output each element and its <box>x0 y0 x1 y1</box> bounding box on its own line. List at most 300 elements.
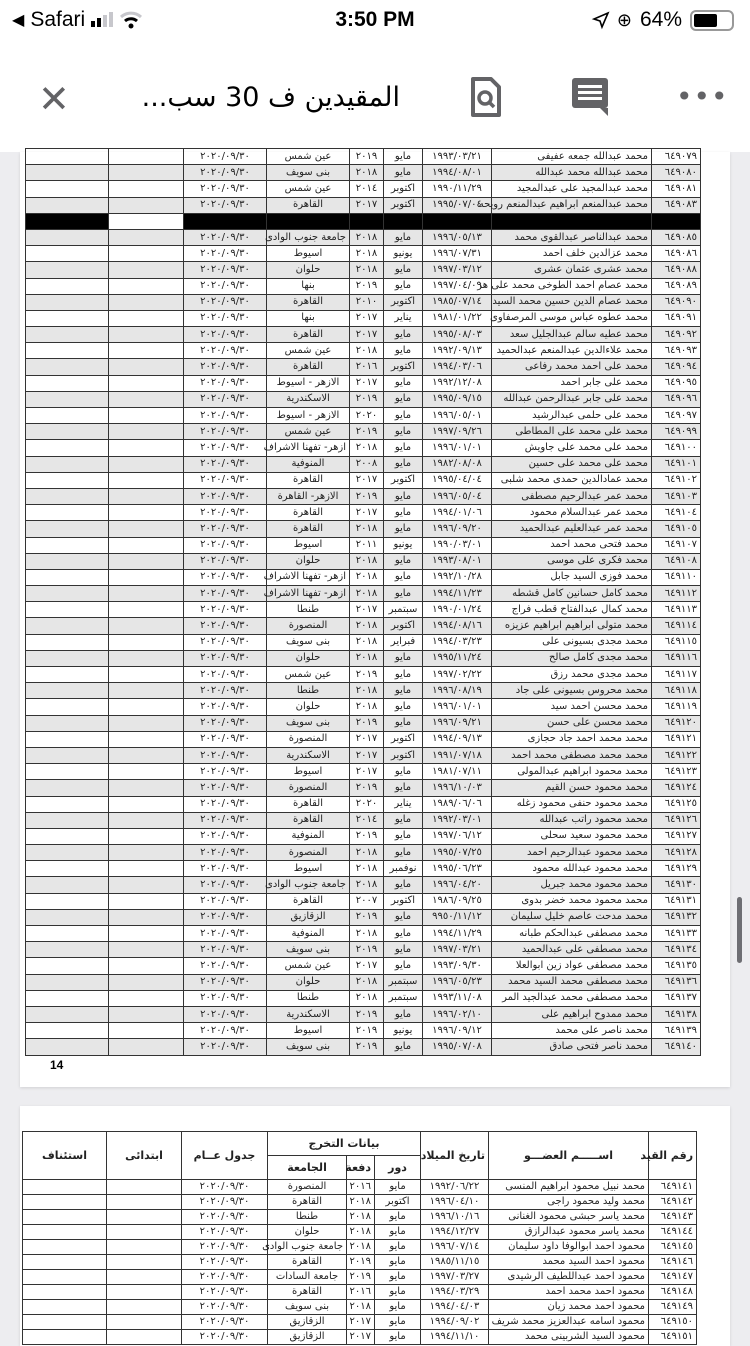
cell-name: محمد محروس بسيونى على جاد <box>492 683 652 699</box>
cell-primary <box>109 1039 184 1055</box>
redaction-mark <box>184 213 267 229</box>
cell-id: ٦٤٩٠٨٥ <box>652 229 701 245</box>
cell-appeal <box>26 699 109 715</box>
table-row <box>26 731 701 747</box>
cell-id: ٦٤٩١٣٢ <box>652 909 701 925</box>
cell-appeal <box>26 715 109 731</box>
cell-id: ٦٤٩١١٥ <box>652 634 701 650</box>
cell-dob: ١٩٩٧/٠٦/١٢ <box>423 828 492 844</box>
cell-university: الزقازيق <box>267 909 350 925</box>
cell-name: محمد على محمد على جاويش <box>492 440 652 456</box>
cell-dob: ١٩٩٠/٠٣/٠١ <box>423 537 492 553</box>
cell-university: عين شمس <box>267 181 350 197</box>
cell-primary <box>109 1023 184 1039</box>
cell-id: ٦٤٩٠٩٢ <box>652 327 701 343</box>
cell-appeal <box>26 926 109 942</box>
cell-university: الاسكندرية <box>267 747 350 763</box>
cell-id: ٦٤٩١٤٨ <box>649 1285 697 1300</box>
cell-dob: ١٩٩٤/٠١/٠٦ <box>423 505 492 521</box>
cell-round: مايو <box>384 327 423 343</box>
cell-university: بنى سويف <box>267 165 350 181</box>
cell-appeal <box>26 359 109 375</box>
cell-primary <box>109 278 184 294</box>
cell-round: مايو <box>375 1300 421 1315</box>
cell-primary <box>109 229 184 245</box>
cell-round: اكتوبر <box>384 618 423 634</box>
cell-appeal <box>26 375 109 391</box>
cell-id: ٦٤٩١٤٧ <box>649 1270 697 1285</box>
cell-general-schedule: ٢٠٢٠/٠٩/٣٠ <box>184 990 267 1006</box>
cell-dob: ١٩٩٦/٠٢/١٠ <box>423 1006 492 1022</box>
cell-primary <box>109 618 184 634</box>
cell-general-schedule: ٢٠٢٠/٠٩/٣٠ <box>184 505 267 521</box>
cell-round: مايو <box>384 667 423 683</box>
cell-university: اسيوط <box>267 1023 350 1039</box>
cell-university: الزقازيق <box>268 1315 347 1330</box>
table-row <box>26 747 701 763</box>
cell-university: اسيوط <box>267 764 350 780</box>
cell-general-schedule: ٢٠٢٠/٠٩/٣٠ <box>184 877 267 893</box>
cell-batch: ٢٠١٨ <box>350 699 384 715</box>
cell-id: ٦٤٩١٥١ <box>649 1330 697 1345</box>
cell-id: ٦٤٩١٢٦ <box>652 812 701 828</box>
cell-primary <box>109 602 184 618</box>
cell-dob: ١٩٩٤/٠٤/٠٣ <box>421 1300 489 1315</box>
cell-university: بنى سويف <box>267 715 350 731</box>
cell-name: محمد محسن احمد سيد <box>492 699 652 715</box>
cell-id: ٦٤٩١١٨ <box>652 683 701 699</box>
cell-primary <box>109 828 184 844</box>
cell-general-schedule: ٢٠٢٠/٠٩/٣٠ <box>184 391 267 407</box>
cell-appeal <box>26 246 109 262</box>
cell-appeal <box>23 1255 107 1270</box>
cell-name: محمد محمد مصطفى محمد احمد <box>492 747 652 763</box>
cell-general-schedule: ٢٠٢٠/٠٩/٣٠ <box>184 586 267 602</box>
cell-batch: ٢٠١٧ <box>350 731 384 747</box>
cell-university: عين شمس <box>267 424 350 440</box>
header-dob: تاريخ الميلاد <box>421 1132 489 1180</box>
cell-general-schedule: ٢٠٢٠/٠٩/٣٠ <box>184 861 267 877</box>
cell-id: ٦٤٩١٢٨ <box>652 845 701 861</box>
cell-name: محمد ناصر فتحى صادق <box>492 1039 652 1055</box>
cell-appeal <box>23 1270 107 1285</box>
header-appeal: استئناف <box>23 1132 107 1180</box>
cell-batch: ٢٠٠٧ <box>350 893 384 909</box>
cell-general-schedule: ٢٠٢٠/٠٩/٣٠ <box>184 747 267 763</box>
cell-dob: ١٩٩٢/٠٦/٢٢ <box>421 1180 489 1195</box>
document-search-icon[interactable] <box>470 76 502 118</box>
table-row <box>26 1006 701 1022</box>
cell-batch: ٢٠١٨ <box>350 343 384 359</box>
cell-batch: ٢٠١٩ <box>350 391 384 407</box>
cell-dob: ١٩٩٥/٠٧/٠٨ <box>423 1039 492 1055</box>
cell-university: عين شمس <box>267 343 350 359</box>
cell-general-schedule: ٢٠٢٠/٠٩/٣٠ <box>184 828 267 844</box>
cell-id: ٦٤٩١٠١ <box>652 456 701 472</box>
cell-primary <box>109 246 184 262</box>
cell-id: ٦٤٩٠٧٩ <box>652 149 701 165</box>
redaction-mark <box>384 213 423 229</box>
cell-batch: ٢٠١٨ <box>347 1225 375 1240</box>
cell-dob: ١٩٩٤/١١/١٠ <box>421 1330 489 1345</box>
cell-primary <box>109 359 184 375</box>
cell-primary <box>109 845 184 861</box>
cell-dob: ١٩٩٦/٠٥/١٣ <box>423 229 492 245</box>
cell-general-schedule: ٢٠٢٠/٠٩/٣٠ <box>184 845 267 861</box>
cell-round: اكتوبر <box>384 197 423 213</box>
cell-appeal <box>26 586 109 602</box>
cell-university: الازهر - اسيوط <box>267 408 350 424</box>
cell-dob: ١٩٩١/٠٧/١٨ <box>423 747 492 763</box>
cell-primary <box>109 926 184 942</box>
cell-dob: ١٩٩٢/٠٣/٠١ <box>423 812 492 828</box>
cell-round: مايو <box>375 1210 421 1225</box>
cell-appeal <box>23 1180 107 1195</box>
cell-university: عين شمس <box>267 958 350 974</box>
redaction-mark <box>26 213 109 229</box>
cell-name: محمد محمود عبدالرحيم احمد <box>492 845 652 861</box>
cell-batch: ٢٠١٩ <box>350 1039 384 1055</box>
header-batch: دفعة <box>347 1156 375 1180</box>
cell-appeal <box>26 764 109 780</box>
redaction-mark <box>492 213 652 229</box>
cell-general-schedule: ٢٠٢٠/٠٩/٣٠ <box>184 262 267 278</box>
cell-id: ٦٤٩٠٩٣ <box>652 343 701 359</box>
cell-appeal <box>26 294 109 310</box>
cell-name: محمد علاءالدين عبدالمنعم عبدالحميد <box>492 343 652 359</box>
cell-general-schedule: ٢٠٢٠/٠٩/٣٠ <box>184 181 267 197</box>
cell-dob: ١٩٩٦/٠٤/١٠ <box>421 1195 489 1210</box>
cell-round: مايو <box>384 1006 423 1022</box>
cell-university: حلوان <box>267 262 350 278</box>
cell-university: عين شمس <box>267 149 350 165</box>
cell-dob: ١٩٩٤/٠٨/٠١ <box>423 165 492 181</box>
cell-batch: ٢٠٠٨ <box>350 456 384 472</box>
cell-round: مايو <box>384 149 423 165</box>
cell-name: محمد عصام احمد الطوخى محمد على هز <box>492 278 652 294</box>
location-arrow-icon <box>593 12 609 28</box>
page-number: 14 <box>50 1058 64 1072</box>
cell-round: مايو <box>384 812 423 828</box>
cell-primary <box>109 634 184 650</box>
cell-general-schedule: ٢٠٢٠/٠٩/٣٠ <box>184 294 267 310</box>
cell-university: الازهر - اسيوط <box>267 375 350 391</box>
cell-id: ٦٤٩١١٣ <box>652 602 701 618</box>
table-row <box>26 958 701 974</box>
cell-dob: ١٩٩٧/٠٣/٢١ <box>423 942 492 958</box>
cell-appeal <box>26 197 109 213</box>
cell-general-schedule: ٢٠٢٠/٠٩/٣٠ <box>184 246 267 262</box>
cell-round: مايو <box>375 1180 421 1195</box>
cell-appeal <box>26 780 109 796</box>
table-row <box>26 909 701 925</box>
cell-university: القاهرة <box>268 1285 347 1300</box>
cell-id: ٦٤٩١٤٥ <box>649 1240 697 1255</box>
cell-batch: ٢٠١٧ <box>350 602 384 618</box>
cell-general-schedule: ٢٠٢٠/٠٩/٣٠ <box>184 197 267 213</box>
cell-dob: ١٩٩٦/٠٤/٢٠ <box>423 877 492 893</box>
cell-round: مايو <box>384 521 423 537</box>
cell-primary <box>107 1330 182 1345</box>
cell-general-schedule: ٢٠٢٠/٠٩/٣٠ <box>184 683 267 699</box>
cell-batch: ٢٠١٦ <box>350 359 384 375</box>
cell-id: ٦٤٩١١٩ <box>652 699 701 715</box>
cell-primary <box>109 780 184 796</box>
cell-name: محمود احمد محمد احمد <box>489 1285 649 1300</box>
table-row <box>26 310 701 326</box>
cell-dob: ١٩٩٥/٠٩/١٥ <box>423 391 492 407</box>
cell-name: محمد محسن على حسن <box>492 715 652 731</box>
redaction-mark <box>350 213 384 229</box>
cell-appeal <box>26 796 109 812</box>
cell-batch: ٢٠١٩ <box>350 424 384 440</box>
cell-round: اكتوبر <box>384 731 423 747</box>
cell-round: مايو <box>384 424 423 440</box>
table-row <box>26 634 701 650</box>
cell-primary <box>109 375 184 391</box>
cell-primary <box>109 456 184 472</box>
cell-batch: ٢٠١٧ <box>350 310 384 326</box>
cell-primary <box>109 537 184 553</box>
cell-name: محمد عمادالدين حمدى محمد شلبى <box>492 472 652 488</box>
cell-id: ٦٤٩٠٨٩ <box>652 278 701 294</box>
cell-primary <box>109 294 184 310</box>
cell-primary <box>109 764 184 780</box>
cell-name: محمد مجدى محمد رزق <box>492 667 652 683</box>
cell-batch: ٢٠١٧ <box>350 472 384 488</box>
cell-appeal <box>26 683 109 699</box>
close-icon[interactable]: ✕ <box>38 77 70 121</box>
cell-appeal <box>26 1006 109 1022</box>
cell-general-schedule: ٢٠٢٠/٠٩/٣٠ <box>184 456 267 472</box>
table-row <box>26 505 701 521</box>
cell-university: اسيوط <box>267 246 350 262</box>
cell-name: محمد عزالدين خلف احمد <box>492 246 652 262</box>
cell-batch: ٢٠١٨ <box>350 262 384 278</box>
cell-batch: ٢٠١٨ <box>350 586 384 602</box>
cell-university: جامعة جنوب الوادى <box>267 229 350 245</box>
cell-batch: ٢٠١٧ <box>350 764 384 780</box>
cell-dob: ١٩٩٥/٠٤/٠٤ <box>423 472 492 488</box>
cell-appeal <box>26 618 109 634</box>
table-row <box>26 262 701 278</box>
cell-batch: ٢٠١٨ <box>347 1240 375 1255</box>
cell-id: ٦٤٩٠٨٦ <box>652 246 701 262</box>
cell-round: مايو <box>384 229 423 245</box>
cell-batch: ٢٠١٩ <box>350 715 384 731</box>
more-icon[interactable]: ••• <box>676 80 729 113</box>
cell-general-schedule: ٢٠٢٠/٠٩/٣٠ <box>184 634 267 650</box>
cell-id: ٦٤٩١٢٣ <box>652 764 701 780</box>
cell-appeal <box>26 488 109 504</box>
cell-appeal <box>26 310 109 326</box>
cell-round: مايو <box>384 926 423 942</box>
header-name: اســـــم العضـــو <box>489 1132 649 1180</box>
cell-name: محمد فوزى السيد جابل <box>492 569 652 585</box>
cell-round: مايو <box>384 780 423 796</box>
cell-general-schedule: ٢٠٢٠/٠٩/٣٠ <box>184 974 267 990</box>
cell-batch: ٢٠١٨ <box>350 553 384 569</box>
cell-id: ٦٤٩٠٩٠ <box>652 294 701 310</box>
table-row <box>26 926 701 942</box>
cell-primary <box>109 197 184 213</box>
cell-name: محمد محمود عبدالله محمود <box>492 861 652 877</box>
cell-batch: ٢٠١٨ <box>350 634 384 650</box>
battery-icon <box>690 10 734 31</box>
cell-primary <box>107 1195 182 1210</box>
cell-appeal <box>26 181 109 197</box>
cell-round: مايو <box>384 942 423 958</box>
cell-dob: ١٩٩٤/١٢/٢٧ <box>421 1225 489 1240</box>
cell-primary <box>109 877 184 893</box>
cell-university: القاهرة <box>267 197 350 213</box>
cell-id: ٦٤٩١٣٧ <box>652 990 701 1006</box>
cell-general-schedule: ٢٠٢٠/٠٩/٣٠ <box>184 926 267 942</box>
cell-id: ٦٤٩١٢٩ <box>652 861 701 877</box>
cell-dob: ١٩٩٤/١١/٢٣ <box>423 586 492 602</box>
cell-batch: ٢٠١٩ <box>350 780 384 796</box>
table-row <box>26 715 701 731</box>
cell-appeal <box>26 958 109 974</box>
cell-id: ٦٤٩١٢٧ <box>652 828 701 844</box>
table-row <box>26 165 701 181</box>
table-row <box>26 990 701 1006</box>
table-row <box>26 294 701 310</box>
cell-round: مايو <box>384 683 423 699</box>
cell-id: ٦٤٩٠٨٨ <box>652 262 701 278</box>
cell-id: ٦٤٩١٠٢ <box>652 472 701 488</box>
cell-round: مايو <box>384 650 423 666</box>
cell-name: محمد على احمد محمد رفاعى <box>492 359 652 375</box>
cell-primary <box>109 796 184 812</box>
table-row <box>26 667 701 683</box>
cell-primary <box>109 213 184 229</box>
cell-round: مايو <box>384 715 423 731</box>
cell-name: محمد مصطفى على عبدالحميد <box>492 942 652 958</box>
cell-appeal <box>26 505 109 521</box>
cell-batch: ٢٠١٩ <box>350 909 384 925</box>
table-row <box>26 229 701 245</box>
cell-appeal <box>26 650 109 666</box>
cell-round: اكتوبر <box>384 472 423 488</box>
cell-name: محمد محمود حنفى محمود زغله <box>492 796 652 812</box>
table-row <box>23 1285 697 1300</box>
cell-id: ٦٤٩١٣٠ <box>652 877 701 893</box>
cell-dob: ١٩٩٦/٠١/٠١ <box>423 699 492 715</box>
table-row <box>26 424 701 440</box>
cell-id: ٦٤٩١٣٥ <box>652 958 701 974</box>
cell-university: القاهرة <box>267 812 350 828</box>
orientation-lock-icon: ⊕ <box>616 9 632 30</box>
cell-batch: ٢٠١٨ <box>350 877 384 893</box>
cell-primary <box>109 893 184 909</box>
cell-primary <box>109 408 184 424</box>
cell-id: ٦٤٩٠٨٣ <box>652 197 701 213</box>
cell-general-schedule: ٢٠٢٠/٠٩/٣٠ <box>184 375 267 391</box>
comment-icon[interactable] <box>570 76 610 118</box>
cell-primary <box>109 586 184 602</box>
cell-general-schedule: ٢٠٢٠/٠٩/٣٠ <box>184 618 267 634</box>
cell-dob: ١٩٩٦/٠١/٠١ <box>423 440 492 456</box>
cell-dob: ١٩٩٦/١٠/٠٣ <box>423 780 492 796</box>
cell-name: محمود احمد ابوالوفا داود سليمان <box>489 1240 649 1255</box>
cell-appeal <box>26 942 109 958</box>
cell-university: المنوفية <box>267 828 350 844</box>
cell-general-schedule: ٢٠٢٠/٠٩/٣٠ <box>184 569 267 585</box>
cell-dob: ١٩٩٥/٠٧/٠٤ <box>423 197 492 213</box>
table-row <box>26 845 701 861</box>
table-row <box>26 764 701 780</box>
cell-dob: ١٩٩٦/٠٩/١٢ <box>423 1023 492 1039</box>
table-row <box>26 796 701 812</box>
pdf-page-14 <box>20 152 730 1087</box>
cell-dob: ١٩٩٣/٠٩/٣٠ <box>423 958 492 974</box>
cell-name: محمد فتحى محمد احمد <box>492 537 652 553</box>
cell-name: محمد عطيه سالم عبدالجليل سعد <box>492 327 652 343</box>
cell-name: محمد عمر عبدالسلام محمود <box>492 505 652 521</box>
cell-general-schedule: ٢٠٢٠/٠٩/٣٠ <box>184 942 267 958</box>
cell-name: محمد محمود راتب عبدالله <box>492 812 652 828</box>
cell-batch: ٢٠١٧ <box>347 1330 375 1345</box>
cell-appeal <box>26 812 109 828</box>
back-arrow-icon: ◀ <box>12 12 25 29</box>
cell-dob: ١٩٨٩/٠٦/٠٦ <box>423 796 492 812</box>
cell-round: مايو <box>375 1315 421 1330</box>
cell-batch: ٢٠١٧ <box>350 375 384 391</box>
cell-appeal <box>26 327 109 343</box>
cell-batch: ٢٠١٨ <box>350 845 384 861</box>
document-toolbar <box>0 42 750 152</box>
cell-general-schedule: ٢٠٢٠/٠٩/٣٠ <box>182 1300 268 1315</box>
table-row <box>26 1023 701 1039</box>
cell-university: القاهرة <box>268 1195 347 1210</box>
cell-name: محمد على حلمى عبدالرشيد <box>492 408 652 424</box>
cell-dob: ١٩٩٥/٠٦/٢٣ <box>423 861 492 877</box>
table-row <box>26 408 701 424</box>
table-row <box>26 650 701 666</box>
scrollbar[interactable] <box>737 897 742 963</box>
table-row <box>26 149 701 165</box>
table-row <box>26 181 701 197</box>
cell-university: حلوان <box>267 974 350 990</box>
table-row <box>23 1180 697 1195</box>
cell-name: محمد على جابر عبدالرحمن عبدالله <box>492 391 652 407</box>
cell-name: محمود احمد محمد زيان <box>489 1300 649 1315</box>
cell-name: محمد ناصر على محمد <box>492 1023 652 1039</box>
cell-id: ٦٤٩١٤٦ <box>649 1255 697 1270</box>
cell-appeal <box>26 909 109 925</box>
table-row <box>26 391 701 407</box>
cell-appeal <box>26 149 109 165</box>
cell-name: محمد عمر عبدالرحيم مصطفى <box>492 488 652 504</box>
cell-dob: ١٩٩٣/٠٨/٠١ <box>423 553 492 569</box>
table-row <box>23 1300 697 1315</box>
cell-id: ٦٤٩١٠٧ <box>652 537 701 553</box>
cell-primary <box>109 861 184 877</box>
cell-batch: ٢٠١٧ <box>350 958 384 974</box>
cell-batch: ٢٠١٨ <box>350 683 384 699</box>
cell-batch: ٢٠١٩ <box>350 1023 384 1039</box>
cell-dob: ١٩٩٤/٠٣/٠٦ <box>423 359 492 375</box>
cell-university: الاسكندرية <box>267 391 350 407</box>
cell-general-schedule: ٢٠٢٠/٠٩/٣٠ <box>182 1240 268 1255</box>
cell-primary <box>109 440 184 456</box>
cell-name: محمد مصطفى عواد زين ابوالعلا <box>492 958 652 974</box>
cell-name: محمد محمود محمد خضر بدوى <box>492 893 652 909</box>
table-row <box>23 1240 697 1255</box>
cell-batch: ٢٠١٧ <box>350 327 384 343</box>
cell-round: مايو <box>384 408 423 424</box>
